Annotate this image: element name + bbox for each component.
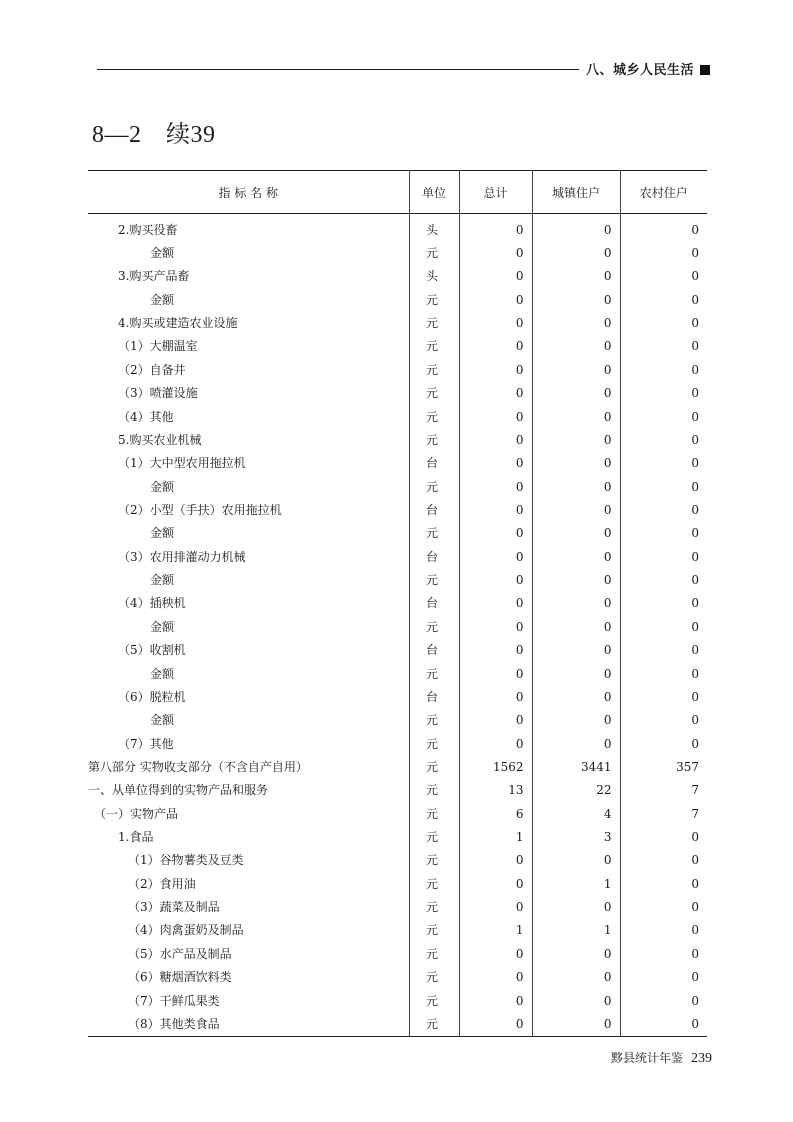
row-total-cell: 0: [459, 615, 532, 638]
section-title: 八、城乡人民生活: [586, 63, 695, 78]
table-row: [88, 522, 707, 545]
table-row: [88, 545, 707, 568]
table-row: [88, 335, 707, 358]
row-urban-cell: 1: [532, 919, 620, 942]
row-total-cell: 0: [459, 568, 532, 591]
row-urban-cell: 0: [532, 214, 620, 242]
row-total-cell: 0: [459, 241, 532, 264]
row-urban-cell: 0: [532, 732, 620, 755]
row-unit-cell: 元: [409, 358, 459, 381]
row-name-cell: 4.购买或建造农业设施: [118, 316, 238, 331]
table-row: [88, 475, 707, 498]
table-row: [88, 732, 707, 755]
table-row: [88, 755, 707, 778]
row-total-cell: 0: [459, 214, 532, 242]
row-unit-cell: 元: [409, 335, 459, 358]
page-footer: [611, 1049, 712, 1067]
row-name-cell: 3.购买产品畜: [118, 269, 190, 284]
row-rural-cell: 0: [620, 475, 707, 498]
row-name-cell: 金额: [150, 246, 175, 261]
row-unit-cell: 元: [409, 802, 459, 825]
row-urban-cell: 0: [532, 615, 620, 638]
row-urban-cell: 0: [532, 241, 620, 264]
table-row: [88, 895, 707, 918]
table-row: [88, 382, 707, 405]
row-unit-cell: 元: [409, 475, 459, 498]
row-unit-cell: 元: [409, 382, 459, 405]
row-unit-cell: 头: [409, 214, 459, 242]
row-unit-cell: 元: [409, 522, 459, 545]
table-row: [88, 825, 707, 848]
row-name-cell: （6）脱粒机: [118, 689, 186, 704]
row-unit-cell: 元: [409, 919, 459, 942]
row-rural-cell: 0: [620, 382, 707, 405]
row-rural-cell: 0: [620, 709, 707, 732]
row-urban-cell: 0: [532, 662, 620, 685]
footer-book-title: 黟县统计年鉴: [611, 1051, 684, 1065]
row-unit-cell: 元: [409, 615, 459, 638]
row-rural-cell: 0: [620, 428, 707, 451]
table-row: [88, 615, 707, 638]
row-rural-cell: 357: [620, 755, 707, 778]
row-rural-cell: 0: [620, 732, 707, 755]
row-unit-cell: 元: [409, 709, 459, 732]
table-row: [88, 452, 707, 475]
row-total-cell: 0: [459, 942, 532, 965]
table-row: [88, 662, 707, 685]
data-table: [88, 170, 707, 1037]
row-urban-cell: 0: [532, 335, 620, 358]
row-total-cell: 1562: [459, 755, 532, 778]
table-row: [88, 685, 707, 708]
row-name-cell: （1）大棚温室: [118, 339, 198, 354]
row-rural-cell: 0: [620, 685, 707, 708]
row-total-cell: 0: [459, 498, 532, 521]
table-row: [88, 638, 707, 661]
row-name-cell: 金额: [150, 526, 175, 541]
table-row: [88, 241, 707, 264]
table-row: [88, 1012, 707, 1036]
row-urban-cell: 0: [532, 568, 620, 591]
row-rural-cell: 0: [620, 288, 707, 311]
row-unit-cell: 元: [409, 662, 459, 685]
row-total-cell: 0: [459, 265, 532, 288]
table-row: [88, 802, 707, 825]
row-name-cell: 金额: [150, 713, 175, 728]
row-total-cell: 0: [459, 545, 532, 568]
row-rural-cell: 0: [620, 615, 707, 638]
row-total-cell: 1: [459, 919, 532, 942]
row-urban-cell: 4: [532, 802, 620, 825]
row-rural-cell: 0: [620, 592, 707, 615]
row-urban-cell: 0: [532, 452, 620, 475]
row-unit-cell: 台: [409, 638, 459, 661]
row-total-cell: 0: [459, 1012, 532, 1036]
row-urban-cell: 3441: [532, 755, 620, 778]
row-total-cell: 0: [459, 685, 532, 708]
row-rural-cell: 0: [620, 966, 707, 989]
row-name-cell: 一、从单位得到的实物产品和服务: [88, 783, 269, 798]
row-rural-cell: 0: [620, 311, 707, 334]
table-row: [88, 849, 707, 872]
row-name-cell: 金额: [150, 666, 175, 681]
row-urban-cell: 0: [532, 311, 620, 334]
table-header-row: [88, 171, 707, 214]
row-rural-cell: 0: [620, 942, 707, 965]
row-urban-cell: 0: [532, 265, 620, 288]
row-urban-cell: 0: [532, 592, 620, 615]
row-rural-cell: 0: [620, 662, 707, 685]
table-row: [88, 989, 707, 1012]
row-urban-cell: 0: [532, 942, 620, 965]
row-total-cell: 0: [459, 872, 532, 895]
row-name-cell: （1）谷物薯类及豆类: [128, 853, 244, 868]
row-urban-cell: 1: [532, 872, 620, 895]
row-total-cell: 6: [459, 802, 532, 825]
row-unit-cell: 元: [409, 872, 459, 895]
row-urban-cell: 0: [532, 966, 620, 989]
table-row: [88, 966, 707, 989]
row-unit-cell: 元: [409, 895, 459, 918]
row-urban-cell: 0: [532, 989, 620, 1012]
row-unit-cell: 元: [409, 428, 459, 451]
row-name-cell: 5.购买农业机械: [118, 432, 202, 447]
row-unit-cell: 元: [409, 825, 459, 848]
row-total-cell: 0: [459, 405, 532, 428]
row-name-cell: 2.购买役畜: [118, 222, 178, 237]
row-urban-cell: 0: [532, 1012, 620, 1036]
row-unit-cell: 头: [409, 265, 459, 288]
row-urban-cell: 0: [532, 545, 620, 568]
row-unit-cell: 台: [409, 545, 459, 568]
row-name-cell: （一）实物产品: [94, 806, 179, 821]
row-total-cell: 1: [459, 825, 532, 848]
page-title: 8—2 续39: [92, 122, 216, 148]
row-unit-cell: 台: [409, 498, 459, 521]
table-row: [88, 265, 707, 288]
square-marker-icon: [700, 65, 710, 75]
row-unit-cell: 元: [409, 942, 459, 965]
row-unit-cell: 元: [409, 989, 459, 1012]
row-total-cell: 0: [459, 638, 532, 661]
column-header-rural: 农村住户: [620, 171, 707, 214]
table-row: [88, 709, 707, 732]
row-rural-cell: 0: [620, 872, 707, 895]
row-urban-cell: 0: [532, 498, 620, 521]
table-row: [88, 592, 707, 615]
row-name-cell: （2）小型（手扶）农用拖拉机: [118, 502, 282, 517]
row-unit-cell: 元: [409, 288, 459, 311]
row-unit-cell: 元: [409, 405, 459, 428]
row-rural-cell: 0: [620, 241, 707, 264]
row-name-cell: （4）肉禽蛋奶及制品: [128, 923, 244, 938]
row-total-cell: 0: [459, 989, 532, 1012]
header-rule: [97, 69, 579, 70]
row-name-cell: （3）喷灌设施: [118, 386, 198, 401]
row-total-cell: 13: [459, 779, 532, 802]
row-unit-cell: 台: [409, 592, 459, 615]
table-row: [88, 358, 707, 381]
row-unit-cell: 台: [409, 685, 459, 708]
row-name-cell: 金额: [150, 479, 175, 494]
row-name-cell: （7）干鲜瓜果类: [128, 993, 220, 1008]
table-row: [88, 779, 707, 802]
row-rural-cell: 0: [620, 638, 707, 661]
row-name-cell: （2）食用油: [128, 876, 196, 891]
data-table-container: [88, 170, 707, 1037]
row-name-cell: 金额: [150, 619, 175, 634]
row-urban-cell: 0: [532, 428, 620, 451]
table-row: [88, 568, 707, 591]
row-urban-cell: 0: [532, 288, 620, 311]
table-row: [88, 311, 707, 334]
row-rural-cell: 0: [620, 358, 707, 381]
row-rural-cell: 7: [620, 802, 707, 825]
table-row: [88, 498, 707, 521]
row-total-cell: 0: [459, 452, 532, 475]
row-unit-cell: 元: [409, 568, 459, 591]
table-body: [88, 214, 707, 1037]
row-name-cell: （1）大中型农用拖拉机: [118, 456, 246, 471]
row-urban-cell: 0: [532, 475, 620, 498]
row-name-cell: （7）其他: [118, 736, 174, 751]
column-header-name: 指 标 名 称: [88, 171, 409, 214]
table-row: [88, 872, 707, 895]
row-name-cell: （8）其他类食品: [88, 1012, 409, 1036]
row-unit-cell: 元: [409, 311, 459, 334]
row-total-cell: 0: [459, 895, 532, 918]
row-urban-cell: 0: [532, 382, 620, 405]
row-total-cell: 0: [459, 475, 532, 498]
row-total-cell: 0: [459, 592, 532, 615]
row-urban-cell: 0: [532, 405, 620, 428]
row-rural-cell: 0: [620, 214, 707, 242]
row-rural-cell: 0: [620, 895, 707, 918]
column-header-total: 总计: [459, 171, 532, 214]
row-rural-cell: 0: [620, 405, 707, 428]
row-urban-cell: 22: [532, 779, 620, 802]
row-unit-cell: 元: [409, 966, 459, 989]
column-header-urban: 城镇住户: [532, 171, 620, 214]
row-total-cell: 0: [459, 966, 532, 989]
row-rural-cell: 7: [620, 779, 707, 802]
row-rural-cell: 0: [620, 568, 707, 591]
row-total-cell: 0: [459, 428, 532, 451]
row-urban-cell: 0: [532, 709, 620, 732]
table-row: [88, 428, 707, 451]
row-total-cell: 0: [459, 382, 532, 405]
row-total-cell: 0: [459, 358, 532, 381]
row-total-cell: 0: [459, 311, 532, 334]
row-urban-cell: 0: [532, 895, 620, 918]
table-row: [88, 919, 707, 942]
row-rural-cell: 0: [620, 335, 707, 358]
row-rural-cell: 0: [620, 452, 707, 475]
row-rural-cell: 0: [620, 1012, 707, 1036]
row-name-cell: （3）农用排灌动力机械: [118, 549, 246, 564]
row-name-cell: 金额: [150, 573, 175, 588]
row-name-cell: 金额: [150, 292, 175, 307]
row-unit-cell: 元: [409, 732, 459, 755]
table-row: [88, 942, 707, 965]
row-name-cell: 1.食品: [118, 830, 154, 845]
row-unit-cell: 台: [409, 452, 459, 475]
row-total-cell: 0: [459, 335, 532, 358]
page-number: 239: [691, 1051, 713, 1066]
row-urban-cell: 0: [532, 522, 620, 545]
row-rural-cell: 0: [620, 989, 707, 1012]
row-unit-cell: 元: [409, 1012, 459, 1036]
row-rural-cell: 0: [620, 498, 707, 521]
row-unit-cell: 元: [409, 241, 459, 264]
row-total-cell: 0: [459, 522, 532, 545]
row-total-cell: 0: [459, 849, 532, 872]
row-name-cell: （5）收割机: [118, 643, 186, 658]
row-name-cell: （5）水产品及制品: [128, 946, 232, 961]
row-total-cell: 0: [459, 288, 532, 311]
row-urban-cell: 0: [532, 358, 620, 381]
row-name-cell: （6）糖烟酒饮料类: [128, 970, 232, 985]
row-rural-cell: 0: [620, 849, 707, 872]
row-name-cell: （3）蔬菜及制品: [128, 900, 220, 915]
row-unit-cell: 元: [409, 779, 459, 802]
table-row: [88, 405, 707, 428]
table-row: [88, 214, 707, 242]
row-name-cell: （4）插秧机: [118, 596, 186, 611]
row-rural-cell: 0: [620, 265, 707, 288]
row-total-cell: 0: [459, 709, 532, 732]
column-header-unit: 单位: [409, 171, 459, 214]
row-unit-cell: 元: [409, 755, 459, 778]
row-name-cell: 第八部分 实物收支部分（不含自产自用）: [88, 759, 308, 774]
table-row: [88, 288, 707, 311]
row-rural-cell: 0: [620, 522, 707, 545]
row-rural-cell: 0: [620, 919, 707, 942]
row-rural-cell: 0: [620, 825, 707, 848]
row-urban-cell: 0: [532, 849, 620, 872]
row-unit-cell: 元: [409, 849, 459, 872]
row-urban-cell: 0: [532, 638, 620, 661]
row-urban-cell: 0: [532, 685, 620, 708]
row-name-cell: （4）其他: [118, 409, 174, 424]
row-total-cell: 0: [459, 732, 532, 755]
row-total-cell: 0: [459, 662, 532, 685]
section-header: [586, 59, 710, 78]
row-rural-cell: 0: [620, 545, 707, 568]
row-urban-cell: 3: [532, 825, 620, 848]
row-name-cell: （2）自备井: [118, 362, 186, 377]
